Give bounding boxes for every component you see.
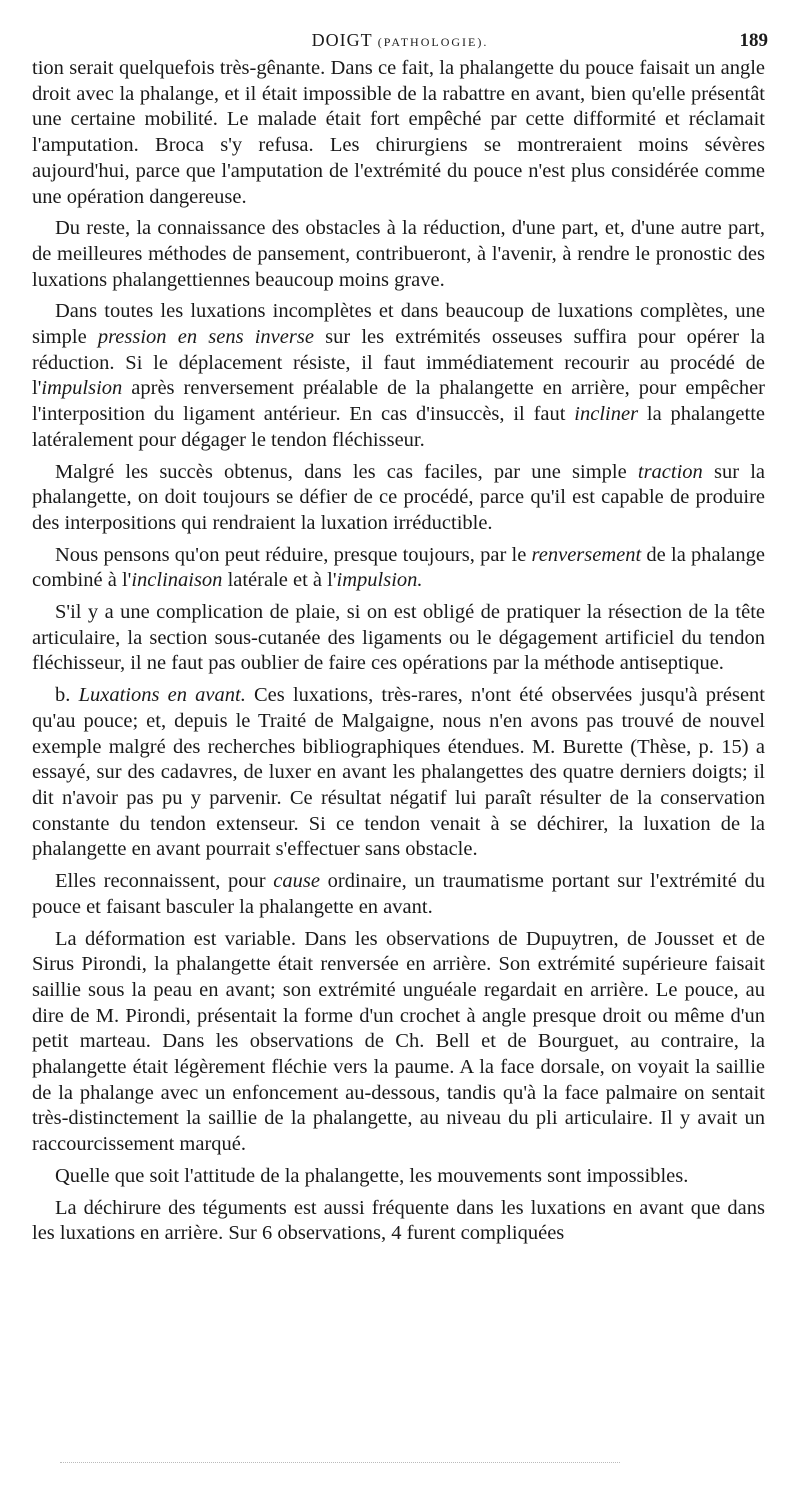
paragraph bbox=[32, 927, 765, 1158]
text-run: Du reste, la connaissance des obstacles à la réduction, d'une part, et, d'une autre part, de meilleures méthodes de pansement, contribueront, à l'avenir, à rendre le pronostic des luxations phalangettiennes beaucoup moins grave. bbox=[32, 217, 765, 291]
italic-text-run: inclinaison bbox=[131, 569, 223, 592]
italic-text-run: incliner bbox=[574, 403, 639, 426]
paragraph bbox=[32, 543, 765, 594]
italic-text-run: renversement bbox=[531, 543, 642, 566]
italic-text-run: traction bbox=[637, 460, 703, 483]
text-run: de la phalange combiné à l' bbox=[32, 543, 765, 592]
italic-text-run: impulsion. bbox=[336, 569, 423, 592]
text-run: sur les extrémités osseuses suffira pour opérer la réduction. Si le déplacement résiste, il faut immédiatement recourir au procédé de l' bbox=[32, 326, 765, 400]
paragraph bbox=[32, 683, 765, 863]
text-run: Quelle que soit l'attitude de la phalangette, les mouvements sont impossibles. bbox=[55, 1164, 689, 1187]
italic-text-run: pression en sens inverse bbox=[97, 326, 314, 349]
paragraph bbox=[32, 56, 765, 210]
text-run: Nous pensons qu'on peut réduire, presque toujours, par le bbox=[55, 543, 532, 566]
running-title-sub: (PATHOLOGIE). bbox=[377, 35, 489, 49]
page-number: 189 bbox=[739, 30, 768, 51]
text-run: Dans toutes les luxations incomplètes et dans beaucoup de luxations complètes, une simple bbox=[32, 300, 765, 349]
text-run: latérale et à l' bbox=[222, 569, 337, 592]
text-run: Ces luxations, très-rares, n'ont été observées jusqu'à présent qu'au pouce; et, depuis le Traité de Malgaigne, nous n'en avons pas trouvé de nouvel exemple malgré des recherches bibliographiques étendues. M. Burette (Thèse, p. 15) a essayé, sur des cadavres, de luxer en avant les phalangettes des quatre derniers doigts; il dit n'avoir pas pu y parvenir. Ce résultat négatif lui paraît résulter de la conservation constante du tendon extenseur. Si ce tendon venait à se déchirer, la luxation de la phalangette en avant pourrait s'effectuer sans obstacle. bbox=[32, 684, 765, 861]
text-run: b. bbox=[55, 684, 79, 707]
italic-text-run: Luxations en avant. bbox=[78, 684, 246, 707]
running-title bbox=[32, 30, 768, 51]
page-header bbox=[32, 30, 768, 56]
text-run: ordinaire, un traumatisme portant sur l'extrémité du pouce et faisant basculer la phalangette en avant. bbox=[32, 870, 765, 918]
body-text bbox=[32, 56, 765, 1253]
paragraph bbox=[32, 299, 765, 453]
text-run: après renversement préalable de la phalangette en arrière, pour empêcher l'interposition du ligament antérieur. En cas d'insuccès, il faut bbox=[32, 377, 765, 426]
paragraph bbox=[32, 600, 765, 677]
italic-text-run: impulsion bbox=[41, 377, 123, 400]
text-run: sur la phalangette, on doit toujours se défier de ce procédé, parce qu'il est capable de produire des interpositions qui rendraient la luxation irréductible. bbox=[32, 460, 765, 534]
footer-dotted-rule bbox=[60, 1462, 620, 1463]
paragraph bbox=[32, 460, 765, 537]
italic-text-run: cause bbox=[273, 870, 320, 893]
text-run: la phalangette latéralement pour dégager le tendon fléchisseur. bbox=[32, 403, 766, 451]
paragraph bbox=[32, 216, 765, 293]
text-run: Elles reconnaissent, pour bbox=[55, 870, 274, 893]
text-run: tion serait quelquefois très-gênante. Dans ce fait, la phalangette du pouce faisait un angle droit avec la phalange, et il était impossible de la rabattre en avant, bien qu'elle présentât une certaine mobilité. Le malade était fort empêché par cette difformité et réclamait l'amputation. Broca s'y refusa. Les chirurgiens se montreraient moins sévères aujourd'hui, parce que l'amputation de l'extrémité du pouce n'est plus considérée comme une opération dangereuse. bbox=[32, 57, 765, 208]
paragraph bbox=[32, 1196, 765, 1247]
running-title-main: DOIGT bbox=[311, 30, 373, 50]
paragraph bbox=[32, 869, 765, 920]
text-run: Malgré les succès obtenus, dans les cas faciles, par une simple bbox=[55, 460, 638, 483]
text-run: S'il y a une complication de plaie, si on est obligé de pratiquer la résection de la tête articulaire, la section sous-cutanée des ligaments ou le dégagement artificiel du tendon fléchisseur, il ne faut pas oublier de faire ces opérations par la méthode antiseptique. bbox=[32, 601, 765, 675]
text-run: La déformation est variable. Dans les observations de Dupuytren, de Jousset et de Sirus Pirondi, la phalangette était renversée en arrière. Son extrémité supérieure faisait saillie sous la peau en avant; son extrémité unguéale regardait en arrière. Le pouce, au dire de M. Pirondi, présentait la forme d'un crochet à angle presque droit ou même d'un petit marteau. Dans les observations de Ch. Bell et de Bourguet, au contraire, la phalangette était légèrement fléchie vers la paume. A la face dorsale, on voyait la saillie de la phalange avec un enfoncement au-dessous, tandis qu'à la face palmaire on sentait très-distinctement la saillie de la phalangette, au niveau du pli articulaire. Il y avait un raccourcissement marqué. bbox=[32, 927, 765, 1156]
paragraph bbox=[32, 1164, 765, 1190]
text-run: La déchirure des téguments est aussi fréquente dans les luxations en avant que dans les luxations en arrière. Sur 6 observations, 4 furent compliquées bbox=[32, 1196, 765, 1245]
